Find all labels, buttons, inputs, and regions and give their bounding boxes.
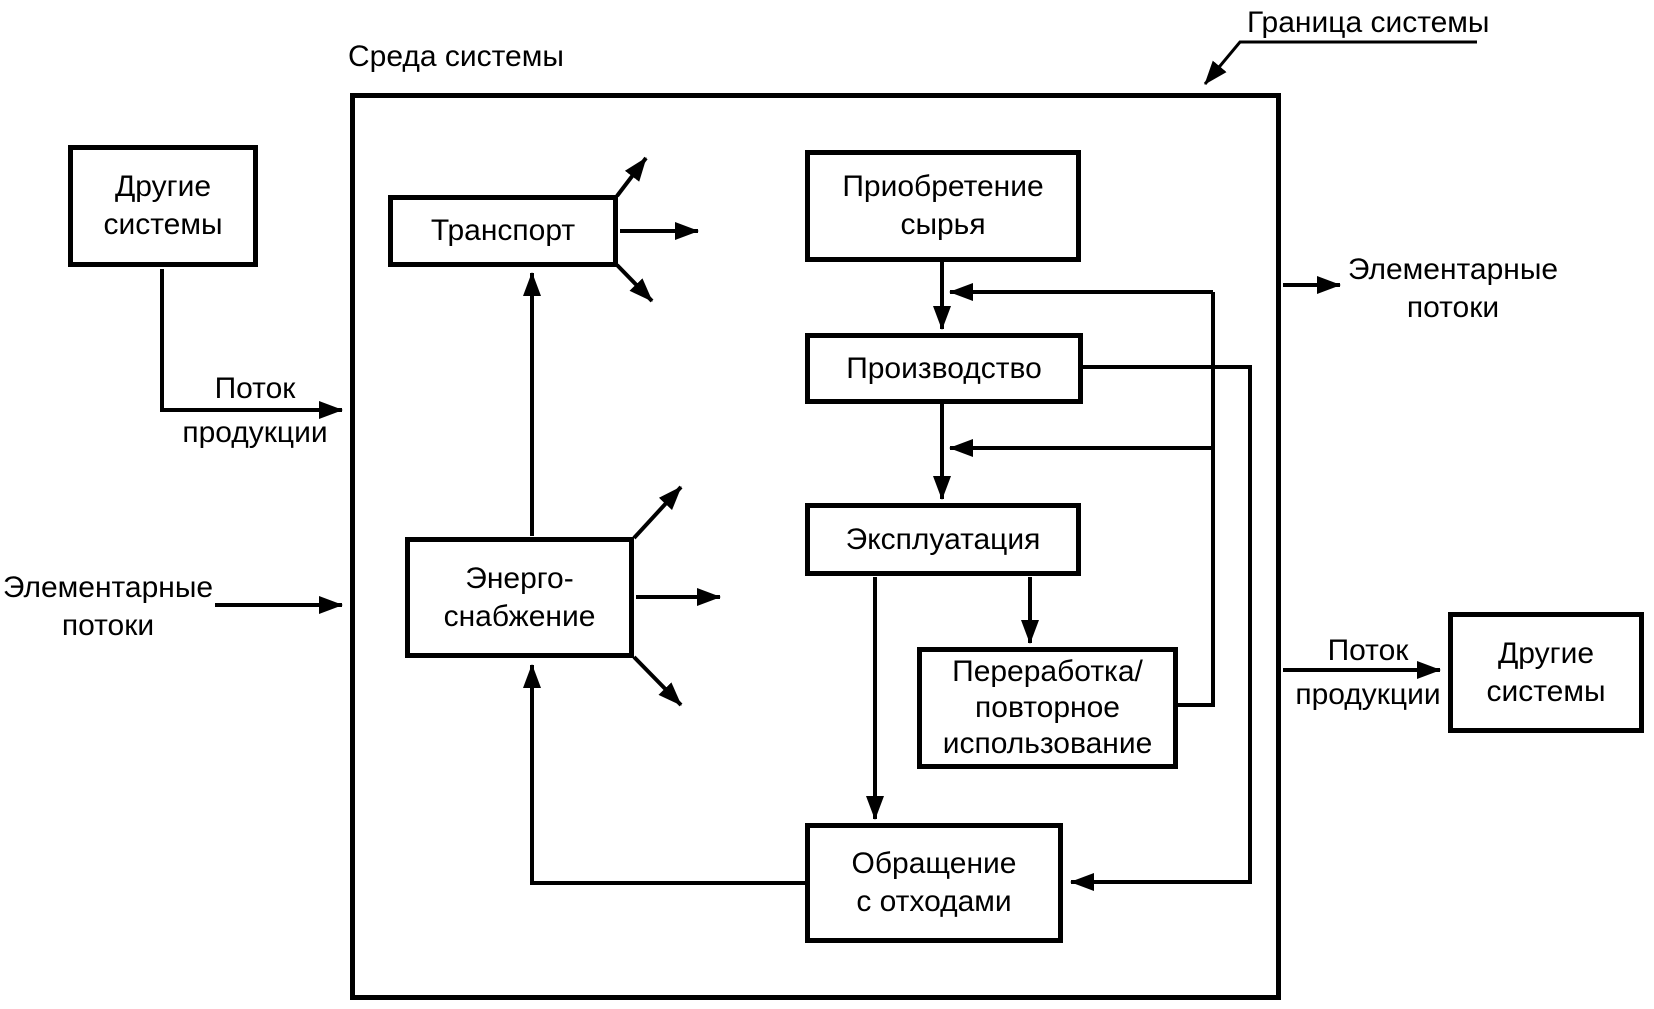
- arrow-transport-out-up: [617, 158, 646, 196]
- box-label-line: Другие: [1497, 636, 1595, 670]
- boundary-label: Граница системы: [1247, 6, 1490, 39]
- environment-label: Среда системы: [348, 40, 564, 73]
- line-recycle-riser: [1177, 292, 1213, 705]
- arrow-production-to-waste: [1071, 367, 1250, 882]
- box-label-line: сырья: [900, 208, 986, 241]
- box-label-line: с отходами: [856, 885, 1012, 918]
- flow-label-line: Элементарные: [1347, 253, 1559, 286]
- flow-label-line: Поток: [1327, 634, 1409, 667]
- flow-label-line: Поток: [214, 372, 296, 405]
- flow-label-line: потоки: [1406, 291, 1500, 324]
- flow-label-line: потоки: [61, 609, 155, 642]
- box-energy-supply: [405, 537, 634, 658]
- arrow-transport-out-down: [617, 265, 652, 301]
- label-product-flow-out: [1278, 629, 1458, 717]
- box-production: [805, 333, 1083, 404]
- box-label-line: Другие: [114, 170, 212, 203]
- box-label-line: Энерго-: [465, 561, 574, 595]
- label-elementary-flows-in: [0, 569, 216, 645]
- flow-label-line: продукции: [182, 416, 328, 449]
- box-transport: [388, 195, 618, 267]
- label-product-flow-in: [160, 367, 350, 455]
- box-operation: [805, 503, 1081, 576]
- box-other-systems-left: [68, 145, 258, 267]
- box-label-line: снабжение: [443, 599, 596, 633]
- label-elementary-flows-out: [1345, 251, 1561, 327]
- box-other-systems-right: [1448, 612, 1644, 733]
- flow-label-line: продукции: [1295, 678, 1441, 711]
- boundary-callout-leader: [1205, 42, 1477, 84]
- arrow-waste-to-energy: [532, 665, 806, 883]
- box-label-line: Приобретение: [842, 170, 1044, 203]
- arrow-energy-out-down: [634, 657, 681, 705]
- flow-label-line: Элементарные: [2, 571, 214, 604]
- box-label-line: использование: [942, 727, 1153, 760]
- box-label-line: Транспорт: [430, 214, 576, 247]
- box-label-line: Эксплуатация: [845, 522, 1041, 556]
- box-label-line: Переработка/: [952, 655, 1143, 688]
- box-raw-material-acquisition: [805, 150, 1081, 262]
- box-label-line: системы: [1486, 674, 1606, 708]
- box-label-line: Производство: [846, 351, 1042, 385]
- box-label-line: системы: [103, 208, 223, 241]
- box-waste-management: [805, 823, 1063, 943]
- box-label-line: Обращение: [851, 847, 1017, 880]
- arrow-energy-out-up: [634, 487, 681, 538]
- box-recycling-reuse: [917, 647, 1178, 769]
- box-label-line: повторное: [975, 691, 1120, 724]
